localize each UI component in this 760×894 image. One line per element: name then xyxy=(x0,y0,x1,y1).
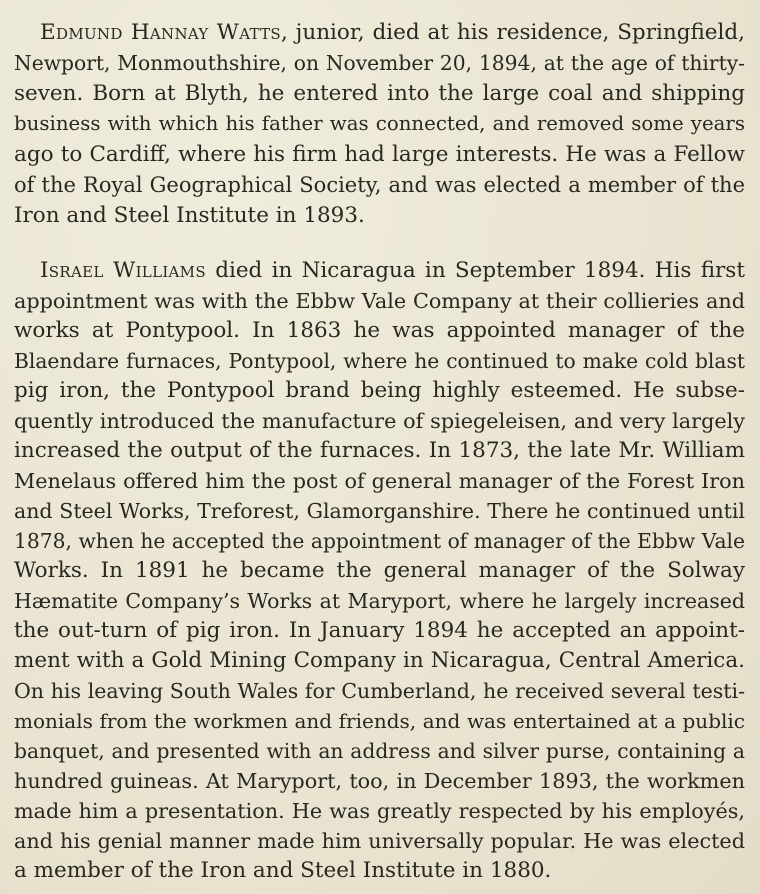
text-segment: quently introduced the manufacture of spiegeleisen, and very largely xyxy=(14,409,745,433)
text-segment: Hæmatite Company’s Works at Maryport, where he largely increased xyxy=(14,589,745,613)
obituary-williams-name: Israel Williams xyxy=(40,258,206,283)
obituary-williams-line-5 xyxy=(14,378,745,404)
obituary-williams-line-12 xyxy=(14,588,745,614)
text-segment: ment with a Gold Mining Company in Nicaragua, Central America. xyxy=(14,648,745,673)
obituary-williams-line-3 xyxy=(14,318,745,344)
obituary-watts-name: Edmund Hannay Watts xyxy=(40,20,281,45)
text-segment: died in Nicaragua in September 1894. His first xyxy=(205,258,745,283)
text-segment: of the Royal Geographical Society, and was elected a member of the xyxy=(14,173,745,197)
obituary-williams-line-13 xyxy=(14,618,745,644)
text-segment: the out-turn of pig iron. In January 1894 he accepted an appoint- xyxy=(14,618,745,643)
text-segment: ago to Cardiff, where his firm had large interests. He was a Fellow xyxy=(14,142,745,167)
obituary-williams-line-7 xyxy=(14,438,745,464)
text-segment: hundred guineas. At Maryport, too, in December 1893, the workmen xyxy=(14,769,745,793)
obituary-williams-line-2 xyxy=(14,288,745,314)
text-segment: 1878, when he accepted the appointment of manager of the Ebbw Vale xyxy=(14,529,745,553)
obituary-williams-line-6 xyxy=(14,408,745,434)
text-segment: made him a presentation. He was greatly respected by his employés, xyxy=(14,799,745,823)
obituary-watts-line-4 xyxy=(14,111,745,137)
text-segment: , junior, died at his residence, Springfield, xyxy=(280,20,745,45)
obituary-williams-line-16 xyxy=(14,708,745,734)
text-segment: business with which his father was connected, and removed some years xyxy=(14,112,745,135)
obituary-watts-line-1 xyxy=(40,20,745,46)
text-segment: and his genial manner made him universally popular. He was elected xyxy=(14,829,745,853)
text-segment: Iron and Steel Institute in 1893. xyxy=(14,203,365,228)
obituary-williams-line-1 xyxy=(40,258,745,284)
text-segment: Menelaus offered him the post of general manager of the Forest Iron xyxy=(14,469,745,493)
text-segment: appointment was with the Ebbw Vale Company at their collieries and xyxy=(14,289,745,313)
text-segment: a member of the Iron and Steel Institute in 1880. xyxy=(14,858,552,883)
text-segment: banquet, and presented with an address and silver purse, containing a xyxy=(14,739,745,763)
text-segment: Blaendare furnaces, Pontypool, where he continued to make cold blast xyxy=(14,349,745,373)
text-segment: pig iron, the Pontypool brand being highly esteemed. He subse- xyxy=(14,378,745,403)
obituary-williams-line-15 xyxy=(14,678,745,704)
text-segment: and Steel Works, Treforest, Glamorganshire. There he continued until xyxy=(14,499,745,523)
obituary-williams-line-18 xyxy=(14,768,745,794)
obituary-williams-line-4 xyxy=(14,348,745,374)
obituary-williams-line-10 xyxy=(14,528,745,554)
text-segment: Works. In 1891 he became the general manager of the Solway xyxy=(14,558,745,583)
text-segment: increased the output of the furnaces. In 1873, the late Mr. William xyxy=(14,438,745,463)
obituary-watts-line-7 xyxy=(14,203,365,229)
text-segment: works at Pontypool. In 1863 he was appointed manager of the xyxy=(14,318,745,343)
obituary-watts-line-2 xyxy=(14,50,745,76)
text-segment: monials from the workmen and friends, and was entertained at a public xyxy=(14,709,745,733)
obituary-watts-line-3 xyxy=(14,81,745,107)
obituary-williams-line-8 xyxy=(14,468,745,494)
obituary-watts-line-5 xyxy=(14,142,745,168)
obituary-williams-line-17 xyxy=(14,738,745,764)
obituary-williams-line-11 xyxy=(14,558,745,584)
text-segment: On his leaving South Wales for Cumberland, he received several testi- xyxy=(14,679,745,703)
text-segment: seven. Born at Blyth, he entered into the large coal and shipping xyxy=(14,81,745,106)
obituary-williams-line-21 xyxy=(14,858,551,884)
obituary-williams-line-14 xyxy=(14,648,745,674)
text-segment: Newport, Monmouthshire, on November 20, 1894, at the age of thirty- xyxy=(14,51,745,75)
obituary-williams-line-20 xyxy=(14,828,745,854)
obituary-williams-line-9 xyxy=(14,498,745,524)
obituary-watts-line-6 xyxy=(14,172,745,198)
obituary-williams-line-19 xyxy=(14,798,745,824)
